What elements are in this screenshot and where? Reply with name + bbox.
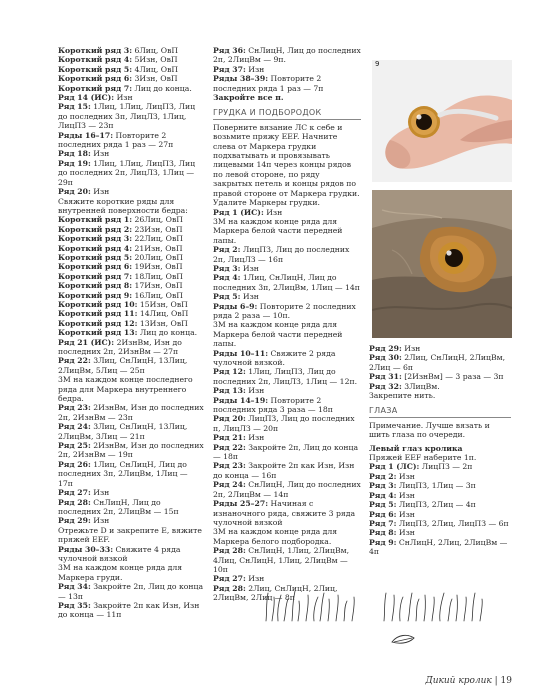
row-label: Ряд 37: xyxy=(213,64,246,74)
instruction-line: Ряд 20: Изн xyxy=(58,187,110,197)
row-label: Ряд 7: xyxy=(369,518,397,528)
instruction-line: Ряд 8: Изн xyxy=(369,528,415,538)
row-label: Ряды 30–33: xyxy=(58,544,114,554)
instruction-line: Короткий ряд 2: 23Изн, ОвП xyxy=(58,224,183,234)
instruction-line: Ряд 28: СнЛицН, Лиц до последних 2п, 2ЛицВм — 15п xyxy=(58,497,179,516)
row-label: Ряд 28: xyxy=(213,583,246,593)
row-label: Короткий ряд 3: xyxy=(58,234,133,244)
instruction-line: Закрепите нить. xyxy=(369,391,436,401)
row-label: Ряд 2: xyxy=(213,245,241,255)
row-label: Ряды 10–11: xyxy=(213,348,269,358)
row-label: Ряд 1 (ИС): xyxy=(213,207,264,217)
instruction-line: Ряд 29: Изн xyxy=(58,516,110,526)
column-left xyxy=(58,46,204,620)
instruction-line xyxy=(213,93,361,102)
row-label: Короткий ряд 5: xyxy=(58,64,133,74)
row-label: Короткий ряд 6: xyxy=(58,74,133,84)
instruction-line: Ряд 29: Изн xyxy=(369,344,421,353)
instruction-line: 3М на каждом конце последнего ряда для Маркера внутреннего бедра. xyxy=(58,375,193,404)
instruction-line: Ряд 30: 2Лиц, СнЛицН, 2ЛицВм, 2Лиц — 6п xyxy=(369,353,506,372)
eyes-note xyxy=(369,421,511,440)
row-label: Ряд 4: xyxy=(213,273,241,283)
instruction-line: Ряд 23: Закройте 2п как Изн, Изн до конца — 16п xyxy=(213,461,355,480)
row-label: Ряд 21 (ИС): xyxy=(58,337,115,347)
instruction-line: Ряд 27: Изн xyxy=(58,488,110,498)
row-label: Ряд 27: xyxy=(213,574,246,584)
instruction-line: Короткий ряд 3: 6Лиц, ОвП xyxy=(58,46,179,55)
instruction-line: Ряд 22: 3Лиц, СнЛицН, 13Лиц, 2ЛицВм, 5Лиц — 25п xyxy=(58,356,188,375)
instruction-line: Ряд 6: Изн xyxy=(369,509,415,519)
row-label: Ряд 28: xyxy=(213,546,246,556)
footer-separator: | xyxy=(491,676,501,686)
row-label: Ряд 5: xyxy=(213,292,241,302)
instruction-line: Короткий ряд 4: 5Изн, ОвП xyxy=(58,55,178,65)
row-label: Ряды 16–17: xyxy=(58,130,114,140)
row-label: Короткий ряд 7: xyxy=(58,271,133,281)
row-label: Ряды 38–39: xyxy=(213,74,269,84)
instruction-line: Ряд 22: Закройте 2п, Лиц до конца — 18п xyxy=(213,442,359,462)
row-label: Ряд 28: xyxy=(58,497,91,507)
instruction-line: Ряд 32: 3ЛицВм. xyxy=(369,381,440,391)
row-label: Короткий ряд 10: xyxy=(58,299,138,309)
instruction-line: Ряды 14–19: Повторите 2 последних ряда 3 раза — 18п xyxy=(213,395,333,415)
instruction-line: Короткий ряд 4: 21Изн, ОвП xyxy=(58,243,183,253)
instruction-line: Ряд 26: 1Лиц, СнЛицН, Лиц до последних 3п, 2ЛицВм, 1Лиц — 17п xyxy=(58,459,188,488)
row-label: Ряд 19: xyxy=(58,158,91,168)
instruction-line: Ряды 38–39: Повторите 2 последних ряда 1 раз — 7п xyxy=(213,74,324,93)
instruction-line: Ряд 14 (ИС): Изн xyxy=(58,93,133,103)
row-label: Ряд 36: xyxy=(213,46,246,55)
instruction-line: Ряд 24: 3Лиц, СнЛицН, 13Лиц, 2ЛицВм, 3Лиц — 21п xyxy=(58,422,188,441)
row-label: Ряд 3: xyxy=(213,263,241,273)
instruction-line: Ряды 30–33: Свяжите 4 ряда чулочной вязкой xyxy=(58,544,181,563)
instruction-line: Ряд 27: Изн xyxy=(213,574,265,584)
instruction-line: Ряд 21 (ИС): 2ИзнВм, Изн до последних 2п, 2ИзнВм — 27п xyxy=(58,337,182,356)
instruction-line: Короткий ряд 8: 17Изн, ОвП xyxy=(58,281,183,291)
row-label: Ряд 22: xyxy=(213,442,246,452)
row-label: Ряд 25: xyxy=(58,441,91,451)
instruction-line: 3М на каждом конце ряда для Маркера белой части передней лапы. xyxy=(213,216,343,245)
photo-safety-eye xyxy=(372,60,512,182)
row-label: Короткий ряд 2: xyxy=(58,224,133,234)
instruction-line: 3М на каждом конце ряда для Маркера белого подбородка. xyxy=(213,527,338,546)
safety-eye-illustration xyxy=(372,60,512,182)
instruction-line: Ряд 18: Изн xyxy=(58,149,110,159)
row-label: Ряд 5: xyxy=(369,500,397,510)
row-label: Ряд 6: xyxy=(369,509,397,519)
row-label: Короткий ряд 8: xyxy=(58,281,133,291)
instruction-line: Ряд 2: ЛицПЗ, Лиц до последних 2п, ЛицЛЗ — 16п xyxy=(213,245,350,264)
section-heading-chest: ГРУДКА И ПОДБОРОДОК xyxy=(213,108,361,119)
grass-sketch-left-decoration xyxy=(262,585,362,625)
row-label: Ряд 22: xyxy=(58,356,91,366)
leaf-sketch-decoration xyxy=(390,632,416,646)
instruction-line: Ряд 4: 1Лиц, СнЛицН, Лиц до последних 3п, 2ЛицВм, 1Лиц — 14п xyxy=(213,273,360,292)
row-label: Короткий ряд 9: xyxy=(58,290,133,300)
row-label: Ряд 30: xyxy=(369,353,402,363)
instruction-line: Ряд 37: Изн xyxy=(213,64,265,74)
instruction-line: Ряды 16–17: Повторите 2 последних ряда 1 раз — 27п xyxy=(58,130,174,150)
instruction-line: Ряд 25: 2ИзнВм, Изн до последних 2п, 2ИзнВм — 19п xyxy=(58,441,204,460)
row-label: Короткий ряд 6: xyxy=(58,262,133,272)
row-label: Ряд 8: xyxy=(369,528,397,538)
instruction-line: Отрежьте D и закрепите E, вяжите пряжей EEF. xyxy=(58,525,202,545)
instruction-line: Короткий ряд 10: 15Изн, ОвП xyxy=(58,299,188,309)
row-label: Ряд 23: xyxy=(213,461,246,471)
instruction-line: Ряд 35: Закройте 2п как Изн, Изн до конца — 11п xyxy=(58,600,200,620)
chest-end-instructions xyxy=(369,344,511,400)
instruction-line: Ряд 2: Изн xyxy=(369,471,415,481)
row-label: Ряд 3: xyxy=(369,481,397,491)
instruction-line: Свяжите короткие ряды для внутренней поверхности бедра: xyxy=(58,196,188,215)
instruction-line: Ряд 3: Изн xyxy=(213,263,259,273)
knitted-eye-illustration xyxy=(372,190,512,338)
body-end-instructions xyxy=(213,46,361,102)
row-label: Ряд 23: xyxy=(58,403,91,413)
instruction-line: Ряд 19: 1Лиц, 1Лиц, ЛицПЗ, Лиц до последних 2п, ЛицЛЗ, 1Лиц — 29п xyxy=(58,158,196,187)
row-label: Ряды 25–27: xyxy=(213,499,269,509)
row-label: Ряд 24: xyxy=(213,480,246,490)
instruction-line: Ряд 36: СнЛицН, Лиц до последних 2п, 2ЛицВм — 9п. xyxy=(213,46,361,65)
instruction-line: Ряд 5: Изн xyxy=(213,292,259,302)
instruction-line: Короткий ряд 13: Лиц до конца. xyxy=(58,328,198,338)
row-label: Короткий ряд 4: xyxy=(58,55,133,65)
column-middle xyxy=(213,46,361,603)
instruction-line: Ряд 28: 2Лиц, СнЛицН, 2Лиц, 2ЛицВм, 2Лиц — 8п xyxy=(213,583,338,603)
row-label: Короткий ряд 13: xyxy=(58,328,138,338)
instruction-line: Пряжей EEF наберите 1п. xyxy=(369,453,477,463)
instruction-line: Ряд 1 (ИС): Изн xyxy=(213,207,283,217)
row-label: Короткий ряд 1: xyxy=(58,215,133,225)
instruction-line: Короткий ряд 7: 18Лиц, ОвП xyxy=(58,271,183,281)
page-footer xyxy=(425,676,512,686)
instruction-line: Короткий ряд 7: Лиц до конца. xyxy=(58,83,192,93)
row-label: Короткий ряд 4: xyxy=(58,243,133,253)
row-label: Ряд 26: xyxy=(58,459,91,469)
instruction-line: Короткий ряд 11: 14Лиц, ОвП xyxy=(58,309,189,319)
row-label: Ряд 18: xyxy=(58,149,91,159)
instruction-line: Короткий ряд 3: 22Лиц, ОвП xyxy=(58,234,183,244)
instruction-line: Ряд 5: ЛицПЗ, 2Лиц — 4п xyxy=(369,500,476,510)
instruction-line: 3М на каждом конце ряда для Маркера груди. xyxy=(58,563,183,582)
instruction-line: Короткий ряд 5: 20Лиц, ОвП xyxy=(58,252,183,262)
row-label: Ряд 2: xyxy=(369,471,397,481)
instruction-line: Ряд 21: Изн xyxy=(213,433,265,443)
instruction-line: Ряд 1 (ЛС): ЛицПЗ — 2п xyxy=(369,462,473,472)
row-label: Ряд 29: xyxy=(58,516,91,526)
instruction-line: Ряды 10–11: Свяжите 2 ряда чулочной вязкой. xyxy=(213,348,336,367)
row-label: Ряд 34: xyxy=(58,582,91,592)
instruction-line: Ряды 25–27: Начиная с изнаночного ряда, свяжите 3 ряда чулочной вязкой xyxy=(213,499,356,527)
instruction-line: Ряд 9: СнЛицН, 2Лиц, 2ЛицВм — 4п xyxy=(369,537,508,557)
row-label: Ряды 14–19: xyxy=(213,395,269,405)
row-label: Ряд 20: xyxy=(213,414,246,424)
row-label: Ряд 12: xyxy=(213,367,246,377)
chest-instructions xyxy=(213,123,361,603)
row-label: Короткий ряд 7: xyxy=(58,83,133,93)
instruction-line: Короткий ряд 12: 13Изн, ОвП xyxy=(58,318,188,328)
instruction-line: Ряд 3: ЛицПЗ, 1Лиц — 3п xyxy=(369,481,476,491)
row-label: Короткий ряд 12: xyxy=(58,318,138,328)
row-label: Ряд 29: xyxy=(369,344,402,353)
photo-number: 9 xyxy=(375,60,380,68)
instruction-line: Удалите Маркеры грудки. xyxy=(213,198,320,208)
photo-knitted-eye xyxy=(372,190,512,338)
row-label: Ряд 4: xyxy=(369,490,397,500)
row-label: Закройте все п. xyxy=(213,93,284,103)
instruction-line: Примечание. Лучше вязать и шить глаза по очереди. xyxy=(369,420,490,440)
grass-sketch-right-decoration xyxy=(380,585,490,625)
instruction-line: Короткий ряд 9: 16Лиц, ОвП xyxy=(58,290,183,300)
row-label: Ряд 21: xyxy=(213,433,246,443)
column-right xyxy=(369,344,511,557)
row-label: Ряд 27: xyxy=(58,488,91,498)
instruction-line: 3М на каждом конце ряда для Маркера белой части передней лапы. xyxy=(213,320,343,349)
instruction-line: Короткий ряд 6: 19Изн, ОвП xyxy=(58,262,183,272)
row-label: Короткий ряд 5: xyxy=(58,252,133,262)
page-number: 19 xyxy=(500,676,512,686)
row-label: Ряд 14 (ИС): xyxy=(58,93,115,103)
instruction-line: Короткий ряд 1: 26Лиц, ОвП xyxy=(58,215,183,225)
instruction-line: Поверните вязание ЛС к себе и возьмите пряжу EEF. Начните слева от Маркера грудки подхватывать и провязывать лицевыми 14п через концы рядов по левой стороне, по ряду закрытых петель и концы рядов по правой стороне от Маркера грудки. xyxy=(213,122,360,198)
instruction-line: Ряд 7: ЛицПЗ, 2Лиц, ЛицПЗ — 6п xyxy=(369,518,509,528)
left-eye-title: Левый глаз кролика xyxy=(369,443,463,453)
instruction-line: Ряды 6–9: Повторите 2 последних ряда 2 раза — 10п. xyxy=(213,301,356,320)
instruction-line: Ряд 31: [2ИзнВм] — 3 раза — 3п xyxy=(369,372,504,382)
instruction-line: Короткий ряд 5: 4Лиц, ОвП xyxy=(58,64,179,74)
row-label: Ряд 13: xyxy=(213,386,246,396)
row-label: Ряд 20: xyxy=(58,187,91,197)
row-label: Ряды 6–9: xyxy=(213,301,258,311)
instruction-line: Ряд 20: ЛицПЗ, Лиц до последних п, ЛицЛЗ — 20п xyxy=(213,414,355,433)
row-label: Ряд 35: xyxy=(58,600,91,610)
instruction-line: Короткий ряд 6: 3Изн, ОвП xyxy=(58,74,178,84)
section-heading-eyes: ГЛАЗА xyxy=(369,406,511,417)
instruction-line: Ряд 13: Изн xyxy=(213,386,265,396)
left-eye-instructions xyxy=(369,453,511,556)
row-label: Ряд 31: xyxy=(369,372,402,382)
row-label: Ряд 15: xyxy=(58,102,91,112)
instruction-line: Ряд 23: 2ИзнВм, Изн до последних 2п, 2ИзнВм — 23п xyxy=(58,403,204,422)
instruction-line: Ряд 15: 1Лиц, 1Лиц, ЛицПЗ, Лиц до последних 3п, ЛицЛЗ, 1Лиц, ЛицПЗ — 23п xyxy=(58,102,196,131)
instruction-line: Ряд 4: Изн xyxy=(369,490,415,500)
instruction-line: Ряд 34: Закройте 2п, Лиц до конца — 13п xyxy=(58,582,204,601)
instruction-line: Ряд 24: СнЛицН, Лиц до последних 2п, 2ЛицВм — 14п xyxy=(213,480,361,499)
row-label: Ряд 1 (ЛС): xyxy=(369,462,420,472)
instruction-line: Ряд 28: СнЛицН, 1Лиц, 2ЛицВм, 4Лиц, СнЛицН, 1Лиц, 2ЛицВм — 10п xyxy=(213,546,350,574)
instruction-line: Ряд 12: 1Лиц, ЛицПЗ, Лиц до последних 2п, ЛицЛЗ, 1Лиц — 12п. xyxy=(213,367,358,386)
row-label: Короткий ряд 11: xyxy=(58,309,138,319)
row-label: Ряд 9: xyxy=(369,537,397,547)
row-label: Ряд 24: xyxy=(58,422,91,432)
row-label: Короткий ряд 3: xyxy=(58,46,133,55)
row-label: Ряд 32: xyxy=(369,381,402,391)
book-title: Дикий кролик xyxy=(425,676,492,686)
